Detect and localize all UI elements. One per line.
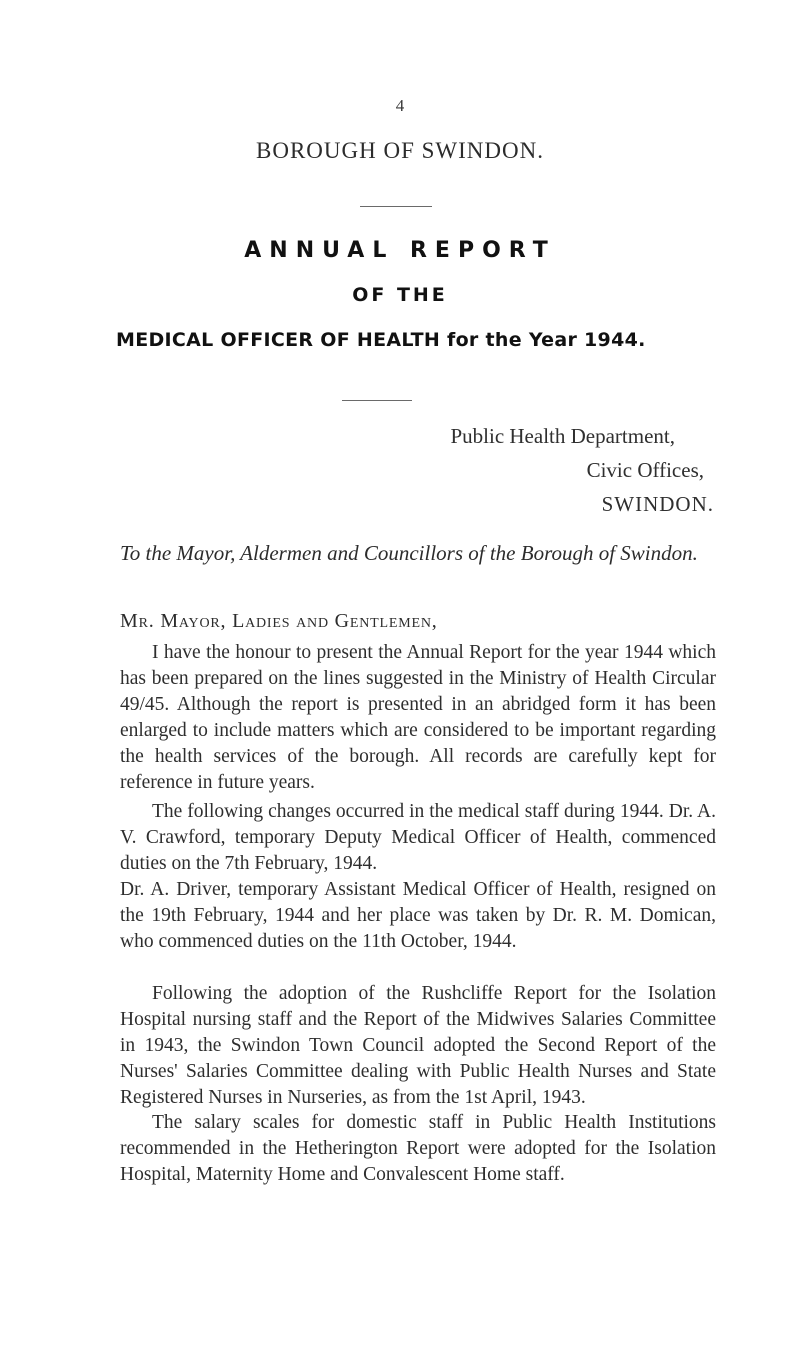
report-heading-annual: ANNUAL REPORT [244,238,556,263]
body-paragraph: The salary scales for domestic staff in Public Health Institutions recommended in the Hetherington Report were adopted for the Isolation Hospital, Maternity Home and Convalescent Home staff. [120,1112,716,1185]
address-line-offices: Civic Offices, [586,458,704,482]
body-paragraph: I have the honour to present the Annual Report for the year 1944 which has been prepared on the lines suggested in the Ministry of Health Circular 49/45. Although the report is presented in an abridged form it has been enlarged to include matters which are considered to be important regarding the health services of the borough. All records are carefully kept for reference in future years. [120,642,716,793]
body-paragraph: The following changes occurred in the medical staff during 1944. Dr. A. V. Crawford, temporary Deputy Medical Officer of Health, commenced duties on the 7th February, 1944. [120,801,716,874]
page-number: 4 [395,96,405,115]
borough-title: BOROUGH OF SWINDON. [256,138,544,163]
addressee: To the Mayor, Aldermen and Councillors of the Borough of Swindon. [120,541,698,565]
address-line-department: Public Health Department, [450,424,675,448]
body-paragraph: Following the adoption of the Rushcliffe Report for the Isolation Hospital nursing staff and the Report of the Midwives Salaries Committee in 1943, the Swindon Town Council adopted the Second Report of the Nurses' Salaries Committee dealing with Public Health Nurses and State Registered Nurses in Nurseries, as from the 1st April, 1943. [120,983,716,1108]
report-heading-medical-officer: MEDICAL OFFICER OF HEALTH for the Year 1944. [116,329,646,351]
report-heading-of-the: OF THE [352,284,448,306]
greeting: Mr. Mayor, Ladies and Gentlemen, [120,610,438,632]
divider-rule [342,400,412,401]
divider-rule [360,206,432,207]
address-line-town: SWINDON. [601,492,714,516]
body-paragraph: Dr. A. Driver, temporary Assistant Medical Officer of Health, resigned on the 19th February, 1944 and her place was taken by Dr. R. M. Domican, who commenced duties on the 11th October, 1944. [120,879,716,952]
